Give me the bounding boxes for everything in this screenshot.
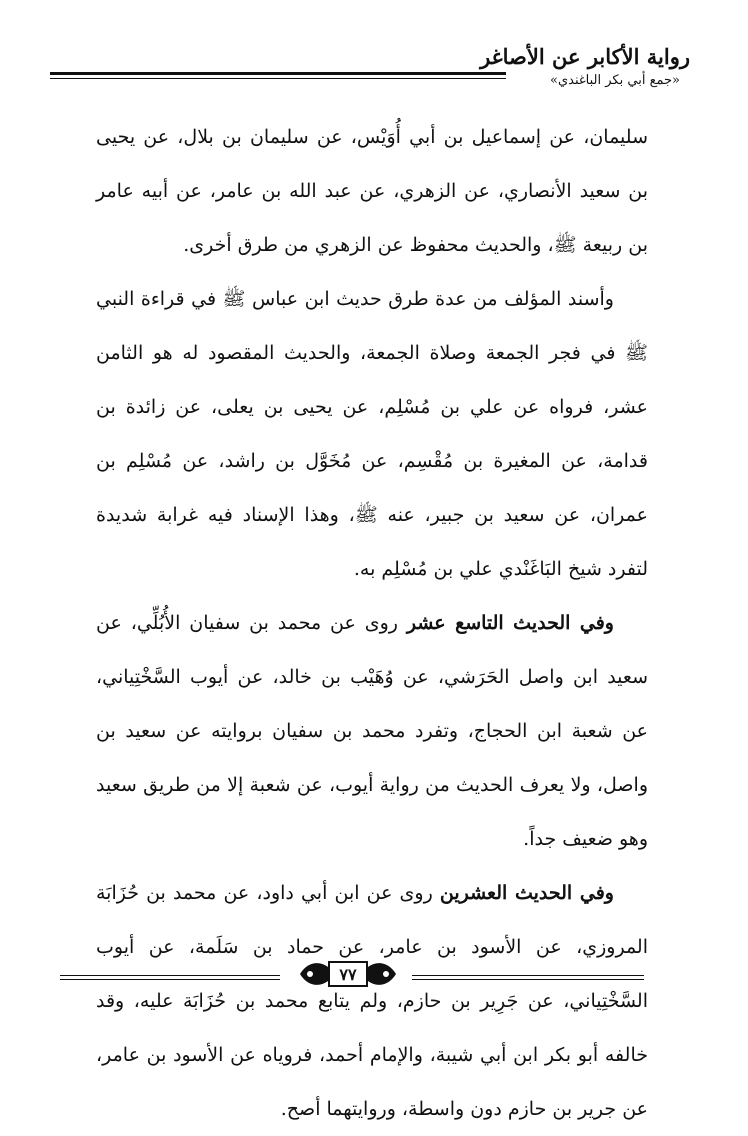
header-rule-thick: [50, 72, 506, 75]
paragraph-3: [96, 596, 648, 866]
paragraph-lead: وفي الحديث العشرين: [439, 882, 614, 904]
running-header: [50, 44, 690, 94]
paragraph-text: روى عن ابن أبي داود، عن محمد بن حُزَابَة المروزي، عن الأسود بن عامر، عن حماد بن سَلَمة، عن أيوب السَّخْتِياني، عن جَرِير بن حازم، ولم يتابع محمد بن حُزَابَة عليه، وقد خالفه أبو بكر ابن أبي شيبة، والإمام أحمد، فروياه عن الأسود بن عامر، عن جرير بن حازم دون واسطة، وروايتهما أصح.: [96, 882, 648, 1120]
footer-rule-left: [60, 975, 280, 976]
paragraph-lead: وفي الحديث التاسع عشر: [406, 612, 614, 634]
page-number-ornament: [298, 959, 398, 989]
footer-rule-right: [412, 975, 644, 976]
paragraph-text: روى عن محمد بن سفيان الأُبُلِّي، عن سعيد ابن واصل الحَرَشي، عن وُهَيْب بن خالد، عن أيوب السَّخْتِياني، عن شعبة ابن الحجاج، وتفرد محمد بن سفيان بروايته عن سعيد بن واصل، ولا يعرف الحديث من رواية أيوب، عن شعبة إلا من طريق سعيد وهو ضعيف جداً.: [96, 612, 648, 850]
page-number: ٧٧: [328, 961, 368, 987]
paragraph-2: [96, 272, 648, 596]
book-subtitle: «جمع أبي بكر الباغندي»: [550, 73, 680, 88]
book-title: رواية الأكابر عن الأصاغر: [480, 44, 690, 69]
paragraph-1: [96, 110, 648, 272]
footer-rule-right-thin: [412, 979, 644, 980]
paragraph-text: سليمان، عن إسماعيل بن أبي أُوَيْس، عن سليمان بن بلال، عن يحيى بن سعيد الأنصاري، عن الزهري، عن عبد الله بن عامر، عن أبيه عامر بن ربيعة ﷺ، والحديث محفوظ عن الزهري من طرق أخرى.: [96, 126, 648, 256]
paragraph-4: [96, 866, 648, 1136]
header-rule-thin: [50, 78, 506, 79]
page-footer: [60, 955, 644, 995]
footer-rule-left-thin: [60, 979, 280, 980]
paragraph-text: وأسند المؤلف من عدة طرق حديث ابن عباس ﷺ في قراءة النبي ﷺ في فجر الجمعة وصلاة الجمعة، والحديث المقصود له هو الثامن عشر، فرواه عن علي بن مُسْلِم، عن يحيى بن يعلى، عن زائدة بن قدامة، عن المغيرة بن مُقْسِم، عن مُخَوَّل بن راشد، عن مُسْلِم بن عمران، عن سعيد بن جبير، عنه ﷺ، وهذا الإسناد فيه غرابة شديدة لتفرد شيخ البَاغَنْدي علي بن مُسْلِم به.: [96, 288, 648, 580]
